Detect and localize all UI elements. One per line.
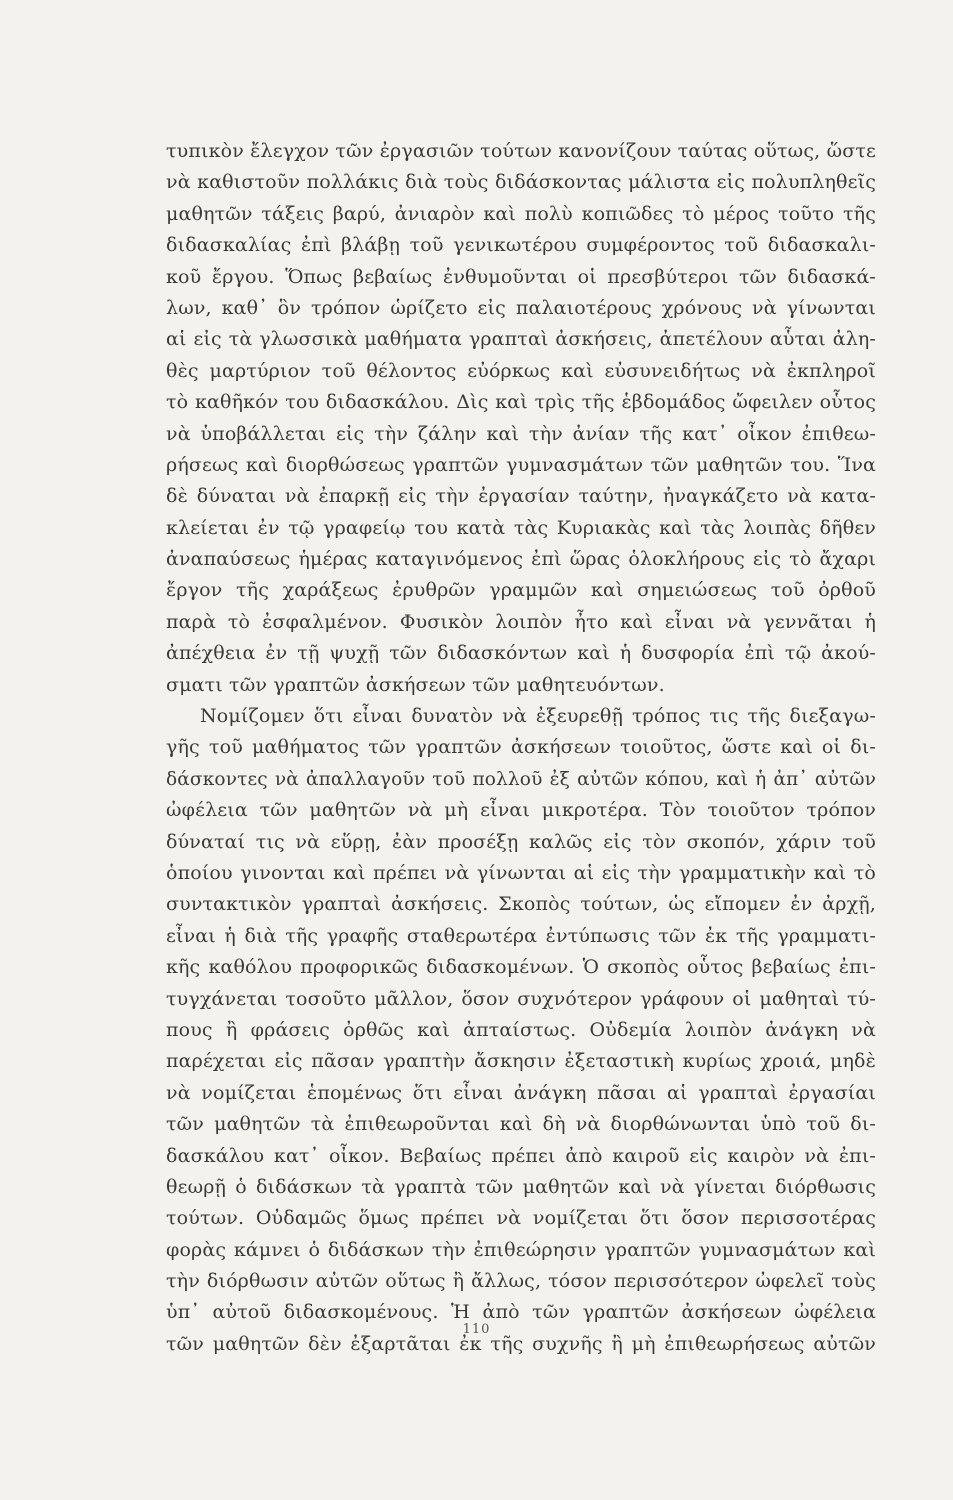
text-line: δὲ δύναται νὰ ἐπαρκῇ εἰς τὴν ἐργασίαν ταύτην, ἠναγκάζετο νὰ κατα- — [166, 485, 876, 508]
text-line: θεωρῇ ὁ διδάσκων τὰ γραπτὰ τῶν μαθητῶν καὶ νὰ γίνεται διόρθωσις — [166, 1175, 876, 1198]
text-line: νὰ νομίζεται ἑπομένως ὅτι εἶναι ἀνάγκη πᾶσαι αἱ γραπταὶ ἐργασίαι — [166, 1081, 876, 1104]
text-line: μαθητῶν τάξεις βαρύ, ἀνιαρὸν καὶ πολὺ κοπιῶδες τὸ μέρος τοῦτο τῆς — [166, 202, 876, 225]
text-line: ρήσεως καὶ διορθώσεως γραπτῶν γυμνασμάτων τῶν μαθητῶν του. Ἵνα — [166, 453, 876, 476]
text-line: τούτων. Οὐδαμῶς ὅμως πρέπει νὰ νομίζεται ὅτι ὅσον περισσοτέρας — [166, 1207, 876, 1230]
body-text — [166, 136, 876, 1360]
text-line: δασκάλου κατ᾿ οἶκον. Βεβαίως πρέπει ἀπὸ καιροῦ εἰς καιρὸν νὰ ἐπι- — [166, 1144, 876, 1167]
text-line: ἀπέχθεια ἐν τῇ ψυχῇ τῶν διδασκόντων καὶ ἡ δυσφορία ἐπὶ τῷ ἀκού- — [166, 642, 876, 665]
text-line: κοῦ ἔργου. Ὅπως βεβαίως ἐνθυμοῦνται οἱ πρεσβύτεροι τῶν διδασκά- — [166, 265, 876, 288]
text-line: αἱ εἰς τὰ γλωσσικὰ μαθήματα γραπταὶ ἀσκήσεις, ἀπετέλουν αὗται ἀλη- — [166, 328, 876, 351]
text-line: θὲς μαρτύριον τοῦ θέλοντος εὐόρκως καὶ εὐσυνειδήτως νὰ ἐκπληροῖ — [166, 359, 876, 382]
page-number: 110 — [462, 1322, 491, 1337]
text-line: τυπικὸν ἔλεγχον τῶν ἐργασιῶν τούτων κανονίζουν ταύτας οὕτως, ὥστε — [166, 140, 876, 162]
text-line: τὴν διόρθωσιν αὐτῶν οὕτως ἢ ἄλλως, τόσον περισσότερον ὠφελεῖ τοὺς — [166, 1270, 876, 1293]
text-line: πους ἢ φράσεις ὀρθῶς καὶ ἀπταίστως. Οὐδεμία λοιπὸν ἀνάγκη νὰ — [166, 1018, 876, 1041]
text-line: δάσκοντες νὰ ἀπαλλαγοῦν τοῦ πολλοῦ ἐξ αὐτῶν κόπου, καὶ ἡ ἀπ᾿ αὐτῶν — [166, 768, 876, 790]
text-line: συντακτικὸν γραπταὶ ἀσκήσεις. Σκοπὸς τούτων, ὡς εἴπομεν ἐν ἀρχῇ, — [166, 893, 876, 916]
text-line: φορὰς κάμνει ὁ διδάσκων τὴν ἐπιθεώρησιν γραπτῶν γυμνασμάτων καὶ — [166, 1238, 876, 1261]
text-line: κῆς καθόλου προφορικῶς διδασκομένων. Ὁ σκοπὸς οὗτος βεβαίως ἐπι- — [166, 956, 876, 979]
text-line: ἀναπαύσεως ἡμέρας καταγινόμενος ἐπὶ ὥρας ὁλοκλήρους εἰς τὸ ἄχαρι — [166, 548, 876, 571]
text-line: γῆς τοῦ μαθήματος τῶν γραπτῶν ἀσκήσεων τοιοῦτος, ὥστε καὶ οἱ δι- — [166, 736, 876, 759]
text-line: τὸ καθῆκόν του διδασκάλου. Δὶς καὶ τρὶς τῆς ἑβδομάδος ὤφειλεν οὗτος — [166, 391, 876, 414]
text-line: ὠφέλεια τῶν μαθητῶν νὰ μὴ εἶναι μικροτέρα. Τὸν τοιοῦτον τρόπον — [166, 799, 876, 822]
text-line: παρὰ τὸ ἐσφαλμένον. Φυσικὸν λοιπὸν ἦτο καὶ εἶναι νὰ γεννᾶται ἡ — [166, 610, 876, 633]
text-line: ὑπ᾿ αὐτοῦ διδασκομένους. Ἡ ἀπὸ τῶν γραπτῶν ἀσκήσεων ὠφέλεια — [166, 1301, 876, 1324]
text-line: δύναταί τις νὰ εὕρῃ, ἐὰν προσέξῃ καλῶς εἰς τὸν σκοπόν, χάριν τοῦ — [166, 830, 876, 853]
text-line: εἶναι ἡ διὰ τῆς γραφῆς σταθερωτέρα ἐντύπωσις τῶν ἐκ τῆς γραμματι- — [166, 924, 876, 947]
text-line: νὰ ὑποβάλλεται εἰς τὴν ζάλην καὶ τὴν ἀνίαν τῆς κατ᾿ οἶκον ἐπιθεω- — [166, 422, 876, 445]
text-line: τῶν μαθητῶν δὲν ἐξαρτᾶται ἐκ τῆς συχνῆς ἢ μὴ ἐπιθεωρήσεως αὐτῶν — [166, 1332, 876, 1355]
text-line: Νομίζομεν ὅτι εἶναι δυνατὸν νὰ ἐξευρεθῇ τρόπος τις τῆς διεξαγω- — [200, 705, 876, 728]
text-line: παρέχεται εἰς πᾶσαν γραπτὴν ἄσκησιν ἐξεταστικὴ κυρίως χροιά, μηδὲ — [166, 1050, 876, 1073]
text-line: διδασκαλίας ἐπὶ βλάβῃ τοῦ γενικωτέρου συμφέροντος τοῦ διδασκαλι- — [166, 234, 876, 257]
text-line: ἔργον τῆς χαράξεως ἐρυθρῶν γραμμῶν καὶ σημειώσεως τοῦ ὀρθοῦ — [166, 579, 876, 602]
text-line: κλείεται ἐν τῷ γραφείῳ του κατὰ τὰς Κυριακὰς καὶ τὰς λοιπὰς δῆθεν — [166, 516, 876, 539]
text-line: τυγχάνεται τοσοῦτο μᾶλλον, ὅσον συχνότερον γράφουν οἱ μαθηταὶ τύ- — [166, 987, 876, 1010]
text-line: τῶν μαθητῶν τὰ ἐπιθεωροῦνται καὶ δὴ νὰ διορθώνωνται ὑπὸ τοῦ δι- — [166, 1113, 876, 1136]
text-line: ὁποίου γινονται καὶ πρέπει νὰ γίνωνται αἱ εἰς τὴν γραμματικὴν καὶ τὸ — [166, 861, 876, 884]
text-line: λων, καθ᾿ ὃν τρόπον ὡρίζετο εἰς παλαιοτέρους χρόνους νὰ γίνωνται — [166, 296, 876, 319]
text-line: νὰ καθιστοῦν πολλάκις διὰ τοὺς διδάσκοντας μάλιστα εἰς πολυπληθεῖς — [166, 171, 876, 194]
text-line: σματι τῶν γραπτῶν ἀσκήσεων τῶν μαθητευόντων. — [166, 673, 665, 696]
